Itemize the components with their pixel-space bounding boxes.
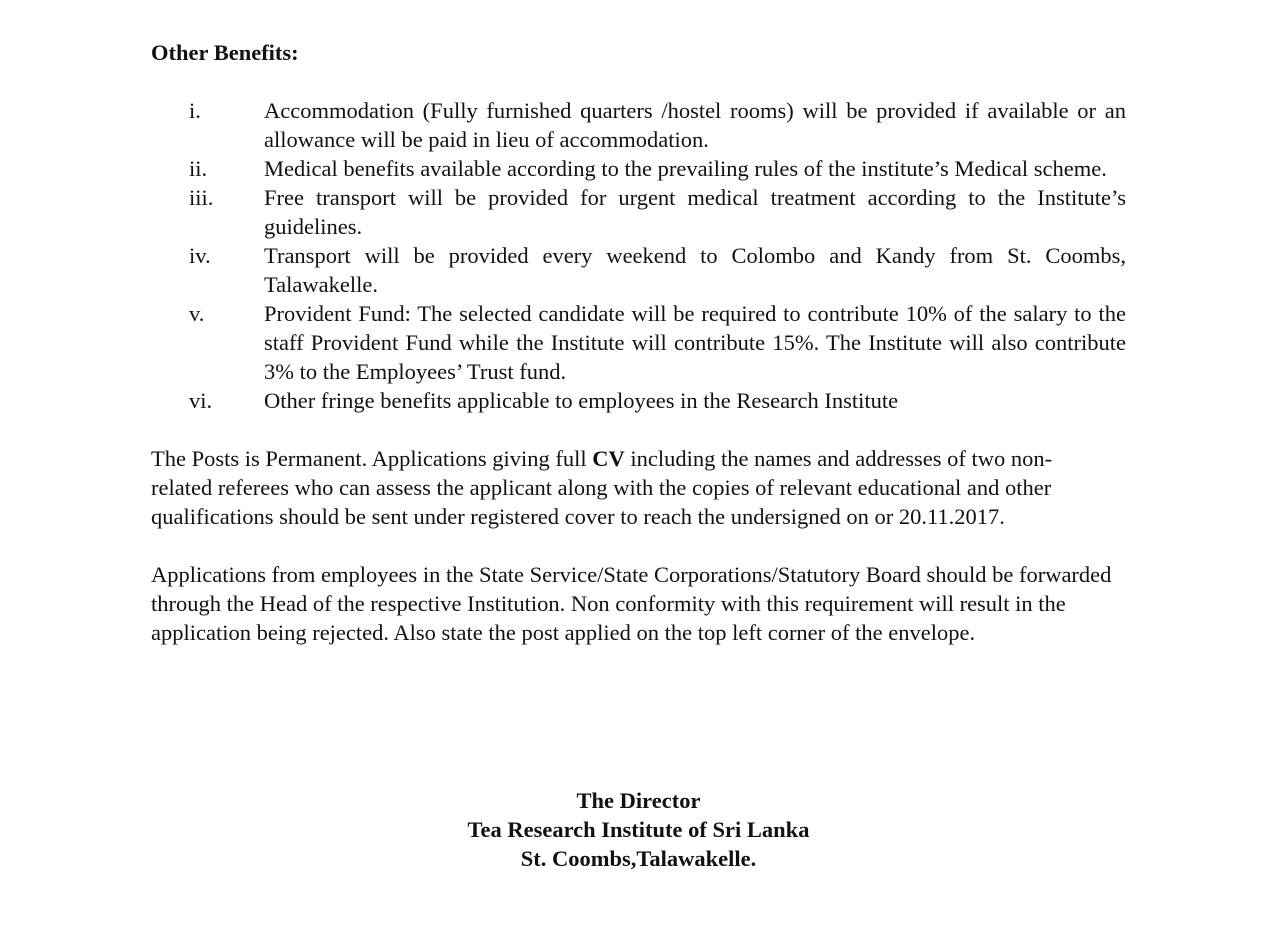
- signature-institute: Tea Research Institute of Sri Lanka: [467, 817, 810, 842]
- list-item-numeral: i.: [189, 98, 201, 123]
- posts-paragraph-text-start: The Posts is Permanent. Applications giving full: [151, 446, 593, 471]
- posts-paragraph-text-end: including the names and addresses of two non-related referees who can assess the applicant along with the copies of relevant educational and other qualifications should be sent under registered cover to reach the undersigned on or 20.11.2017.: [151, 446, 1053, 529]
- benefits-list: [151, 96, 1126, 415]
- list-item-numeral: iii.: [189, 185, 214, 210]
- list-item-numeral: ii.: [189, 156, 208, 181]
- list-item-text: Accommodation (Fully furnished quarters /hostel rooms) will be provided if available or an allowance will be paid in lieu of accommodation.: [264, 98, 1126, 152]
- other-benefits-heading: Other Benefits:: [151, 40, 299, 65]
- list-item-numeral: iv.: [189, 243, 211, 268]
- list-item: [151, 96, 1126, 154]
- list-item: [151, 386, 1126, 415]
- list-item: [151, 241, 1126, 299]
- signature-address: St. Coombs,Talawakelle.: [520, 846, 757, 871]
- document-body: [151, 38, 1126, 647]
- list-item-text: Provident Fund: The selected candidate will be required to contribute 10% of the salary to the staff Provident Fund while the Institute will contribute 15%. The Institute will also contribute 3% to the Employees’ Trust fund.: [264, 301, 1126, 384]
- cv-emphasis: CV: [592, 446, 625, 471]
- list-item: [151, 299, 1126, 386]
- list-item-text: Other fringe benefits applicable to employees in the Research Institute: [264, 388, 899, 413]
- applications-paragraph: Applications from employees in the State Service/State Corporations/Statutory Board should be forwarded through the Head of the respective Institution. Non conformity with this requirement will result in the application being rejected. Also state the post applied on the top left corner of the envelope.: [151, 562, 1112, 645]
- list-item-text: Transport will be provided every weekend to Colombo and Kandy from St. Coombs, Talawakelle.: [264, 243, 1126, 297]
- list-item-numeral: v.: [189, 301, 205, 326]
- list-item-text: Medical benefits available according to the prevailing rules of the institute’s Medical scheme.: [264, 156, 1107, 181]
- signature-block: [151, 786, 1126, 873]
- list-item-numeral: vi.: [189, 388, 213, 413]
- list-item-text: Free transport will be provided for urgent medical treatment according to the Institute’s guidelines.: [264, 185, 1126, 239]
- signature-title: The Director: [576, 788, 701, 813]
- posts-paragraph: [151, 444, 1111, 531]
- list-item: [151, 154, 1126, 183]
- list-item: [151, 183, 1126, 241]
